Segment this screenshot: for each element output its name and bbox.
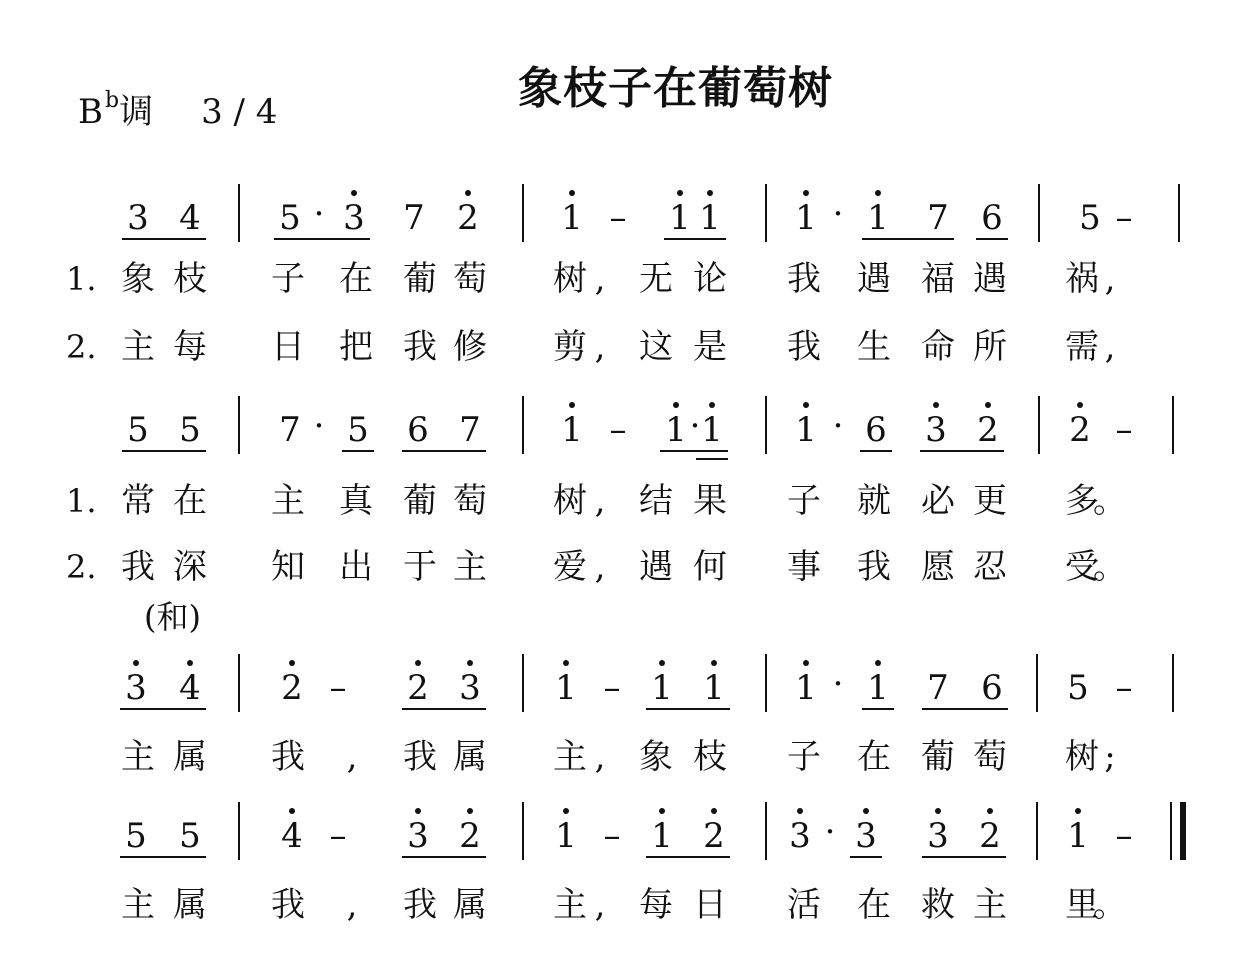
octave-dot [987, 808, 993, 814]
lyric-char: 生 [857, 327, 891, 367]
octave-dot [467, 660, 473, 666]
barline [1038, 184, 1040, 242]
lyric-char: 祸 [1065, 259, 1099, 299]
lyric-char: 我 [271, 885, 305, 925]
lyric-char: 福 [921, 259, 955, 299]
underline-beam [922, 708, 1008, 710]
lyric-char: 常 [121, 481, 155, 521]
hold-dash: – [1115, 198, 1133, 238]
jianpu-note: 7 [927, 668, 949, 708]
song-title: 象枝子在葡萄树 [518, 63, 833, 114]
lyric-char: 这 [639, 327, 673, 367]
lyric-char: 把 [339, 327, 373, 367]
lyric-char: 活 [787, 885, 821, 925]
lyric-char: 主 [453, 547, 487, 587]
lyric-char: 在 [857, 737, 891, 777]
barline [238, 654, 240, 712]
jianpu-note: 1 [651, 816, 673, 856]
lyric-char: 在 [173, 481, 207, 521]
lyric-char: 我 [271, 737, 305, 777]
jianpu-note: 6 [865, 410, 887, 450]
jianpu-note: 1 [651, 668, 673, 708]
octave-dot [467, 808, 473, 814]
jianpu-note: 1 [701, 410, 723, 450]
jianpu-note: 1 [795, 668, 817, 708]
jianpu-note: 5 [279, 198, 301, 238]
underline-beam [274, 238, 306, 240]
octave-dot [563, 808, 569, 814]
barline [765, 184, 767, 242]
octave-dot [1075, 808, 1081, 814]
barline [1172, 654, 1174, 712]
lyric-char: 爱 [553, 547, 587, 587]
octave-dot [935, 808, 941, 814]
lyric-char: 命 [921, 327, 955, 367]
lyric-char: 真 [339, 481, 373, 521]
octave-dot [563, 660, 569, 666]
verse-number: 2. [66, 328, 97, 366]
lyric-char: 需 [1065, 327, 1099, 367]
octave-dot [351, 190, 357, 196]
octave-dot [1077, 402, 1083, 408]
jianpu-note: 3 [925, 410, 947, 450]
underline-beam [860, 450, 892, 452]
lyric-char: , [594, 259, 606, 299]
lyric-char: , [594, 885, 606, 925]
lyric-char: 我 [857, 547, 891, 587]
lyric-char: 属 [173, 737, 207, 777]
lyric-char: 出 [339, 547, 373, 587]
jianpu-note: 1 [795, 198, 817, 238]
lyric-char: 深 [173, 547, 207, 587]
jianpu-note: 4 [281, 816, 303, 856]
lyric-char: 主 [121, 737, 155, 777]
underline-beam [862, 708, 894, 710]
lyric-char: 每 [639, 885, 673, 925]
lyric-char: 忍 [973, 547, 1007, 587]
lyric-char: 救 [921, 885, 955, 925]
flat-sign: b [105, 88, 120, 113]
jianpu-note: 1 [867, 668, 889, 708]
jianpu-note: 2 [977, 410, 999, 450]
jianpu-note: 7 [459, 410, 481, 450]
underline-beam [696, 458, 728, 460]
lyric-char: 受 [1065, 547, 1099, 587]
jianpu-note: 5 [127, 410, 149, 450]
barline [522, 184, 524, 242]
underline-beam [922, 856, 1006, 858]
underline-beam [850, 856, 882, 858]
time-signature: 3 / 4 [201, 92, 278, 132]
octave-dot [707, 190, 713, 196]
octave-dot [673, 402, 679, 408]
lyric-line-4-1 [0, 884, 1238, 926]
lyric-char: , [594, 737, 606, 777]
jianpu-note: 3 [127, 198, 149, 238]
jianpu-note: 1 [699, 198, 721, 238]
lyric-char: 无 [639, 259, 673, 299]
jianpu-note: 3 [459, 668, 481, 708]
lyric-char: 主 [973, 885, 1007, 925]
octave-dot [797, 808, 803, 814]
lyric-char: 遇 [639, 547, 673, 587]
lyric-char: 萄 [453, 259, 487, 299]
lyric-char: 于 [403, 547, 437, 587]
octave-dot [659, 808, 665, 814]
lyric-char: 葡 [403, 259, 437, 299]
lyric-char: 象 [639, 737, 673, 777]
jianpu-note: 6 [981, 668, 1003, 708]
jianpu-note: 6 [981, 198, 1003, 238]
jianpu-note: 5 [125, 816, 147, 856]
octave-dot [711, 808, 717, 814]
lyric-char: 主 [121, 885, 155, 925]
barline [1178, 184, 1180, 242]
lyric-char: 主 [121, 327, 155, 367]
hold-dash: – [603, 668, 621, 708]
verse-number: 1. [66, 260, 97, 298]
lyric-char: 树 [553, 481, 587, 521]
jianpu-note: 1 [1067, 816, 1089, 856]
verse-number: 2. [66, 548, 97, 586]
barline [765, 396, 767, 454]
lyric-char: 树 [553, 259, 587, 299]
hold-dash: – [1115, 668, 1133, 708]
lyric-char: 属 [453, 885, 487, 925]
lyric-char: 萄 [973, 737, 1007, 777]
lyric-char: 枝 [693, 737, 727, 777]
underline-beam [862, 238, 954, 240]
octave-dot [133, 660, 139, 666]
jianpu-note: 5 [179, 816, 201, 856]
final-barline-thick [1180, 802, 1186, 860]
lyric-char: 子 [787, 737, 821, 777]
barline [1038, 396, 1040, 454]
lyric-char: 在 [857, 885, 891, 925]
octave-dot [875, 190, 881, 196]
lyric-char: 在 [339, 259, 373, 299]
octave-dot [803, 402, 809, 408]
lyric-char: 葡 [403, 481, 437, 521]
jianpu-note: 3 [407, 816, 429, 856]
lyric-char: 我 [121, 547, 155, 587]
jianpu-note: 6 [407, 410, 429, 450]
jianpu-note: 3 [789, 816, 811, 856]
underline-beam [122, 450, 206, 452]
jianpu-note: 4 [179, 668, 201, 708]
jianpu-note: 3 [125, 668, 147, 708]
lyric-char: , [346, 885, 358, 925]
dot-mark: · [313, 194, 325, 234]
dot-mark: · [689, 406, 701, 446]
jianpu-note: 7 [927, 198, 949, 238]
hold-dash: – [603, 816, 621, 856]
lyric-char: , [346, 737, 358, 777]
lyric-line-2-2 [0, 546, 1238, 588]
lyric-char: 必 [921, 481, 955, 521]
underline-beam [402, 450, 486, 452]
lyric-char: 遇 [857, 259, 891, 299]
lyric-char: 葡 [921, 737, 955, 777]
octave-dot [289, 660, 295, 666]
lyric-char: 属 [173, 885, 207, 925]
jianpu-note: 2 [703, 816, 725, 856]
octave-dot [933, 402, 939, 408]
underline-beam [646, 708, 730, 710]
final-barline-thin [1170, 802, 1172, 860]
underline-beam [303, 238, 370, 240]
jianpu-note: 2 [457, 198, 479, 238]
lyric-char: 每 [173, 327, 207, 367]
dot-mark: · [313, 406, 325, 446]
dot-mark: · [832, 664, 844, 704]
jianpu-note: 5 [179, 410, 201, 450]
hold-dash: – [609, 410, 627, 450]
lyric-char: 萄 [453, 481, 487, 521]
lyric-line-3-1 [0, 736, 1238, 778]
barline [1172, 396, 1174, 454]
barline [1036, 654, 1038, 712]
jianpu-note: 3 [927, 816, 949, 856]
barline [765, 802, 767, 860]
lyric-char: 枝 [173, 259, 207, 299]
jianpu-note: 5 [1079, 198, 1101, 238]
lyric-char: 日 [693, 885, 727, 925]
jianpu-note: 1 [555, 816, 577, 856]
hold-dash: – [609, 198, 627, 238]
octave-dot [569, 402, 575, 408]
lyric-char: 主 [553, 885, 587, 925]
lyric-char: 愿 [921, 547, 955, 587]
hold-dash: – [1115, 816, 1133, 856]
lyric-char: 知 [271, 547, 305, 587]
underline-beam [402, 856, 486, 858]
barline [1036, 802, 1038, 860]
octave-dot [187, 660, 193, 666]
lyric-char: ; [1104, 737, 1116, 777]
jianpu-note: 1 [555, 668, 577, 708]
hold-dash: – [329, 668, 347, 708]
underline-beam [122, 238, 206, 240]
hold-dash: – [1115, 410, 1133, 450]
lyric-char: 我 [403, 737, 437, 777]
lyric-char: 是 [693, 327, 727, 367]
lyric-char: 子 [787, 481, 821, 521]
barline [522, 802, 524, 860]
lyric-char: , [594, 547, 606, 587]
jianpu-note: 1 [867, 198, 889, 238]
verse-number: 1. [66, 482, 97, 520]
lyric-char: 论 [693, 259, 727, 299]
lyric-char: 所 [973, 327, 1007, 367]
lyric-char: 主 [553, 737, 587, 777]
underline-beam [646, 856, 730, 858]
lyric-char: , [1104, 259, 1116, 299]
jianpu-note: 2 [459, 816, 481, 856]
jianpu-note: 1 [665, 410, 687, 450]
octave-dot [465, 190, 471, 196]
lyric-char: , [1104, 327, 1116, 367]
lyric-char: , [594, 327, 606, 367]
lyric-char: , [594, 481, 606, 521]
lyric-char: 果 [693, 481, 727, 521]
underline-beam [976, 238, 1008, 240]
octave-dot [803, 190, 809, 196]
lyric-char: 我 [787, 327, 821, 367]
jianpu-note: 3 [855, 816, 877, 856]
jianpu-note: 1 [703, 668, 725, 708]
jianpu-note: 1 [561, 410, 583, 450]
jianpu-note: 2 [407, 668, 429, 708]
lyric-char: 就 [857, 481, 891, 521]
lyric-char: 修 [453, 327, 487, 367]
octave-dot [659, 660, 665, 666]
chorus-label: (和) [144, 598, 201, 636]
jianpu-note: 3 [343, 198, 365, 238]
lyric-char: 我 [787, 259, 821, 299]
lyric-char: 。 [1093, 547, 1127, 587]
key-signature: $B^b$调 3 / 4 [78, 88, 278, 132]
lyric-line-2-1 [0, 480, 1238, 522]
dot-mark: · [832, 406, 844, 446]
barline [522, 654, 524, 712]
jianpu-note: 4 [179, 198, 201, 238]
octave-dot [709, 402, 715, 408]
lyric-char: 我 [403, 885, 437, 925]
lyric-char: 属 [453, 737, 487, 777]
octave-dot [289, 808, 295, 814]
lyric-char: 多 [1065, 481, 1099, 521]
barline [238, 396, 240, 454]
lyric-line-1-1 [0, 258, 1238, 300]
lyric-line-1-2 [0, 326, 1238, 368]
lyric-char: 里 [1065, 885, 1099, 925]
lyric-char: 。 [1093, 885, 1127, 925]
barline [238, 802, 240, 860]
jianpu-note: 2 [979, 816, 1001, 856]
octave-dot [415, 660, 421, 666]
dot-mark: · [824, 812, 836, 852]
lyric-char: 遇 [973, 259, 1007, 299]
lyric-char: 我 [403, 327, 437, 367]
dot-mark: · [832, 194, 844, 234]
octave-dot [415, 808, 421, 814]
jianpu-note: 2 [281, 668, 303, 708]
lyric-char: 事 [787, 547, 821, 587]
lyric-char: 剪 [553, 327, 587, 367]
barline [238, 184, 240, 242]
jianpu-note: 7 [279, 410, 301, 450]
hold-dash: – [329, 816, 347, 856]
jianpu-note: 1 [561, 198, 583, 238]
jianpu-note: 7 [403, 198, 425, 238]
jianpu-note: 5 [347, 410, 369, 450]
octave-dot [677, 190, 683, 196]
lyric-char: 象 [121, 259, 155, 299]
octave-dot [803, 660, 809, 666]
lyric-char: 日 [271, 327, 305, 367]
underline-beam [120, 708, 206, 710]
lyric-char: 更 [973, 481, 1007, 521]
lyric-char: 主 [271, 481, 305, 521]
barline [522, 396, 524, 454]
octave-dot [863, 808, 869, 814]
underline-beam [120, 856, 206, 858]
lyric-char: 。 [1093, 481, 1127, 521]
lyric-char: 子 [271, 259, 305, 299]
octave-dot [711, 660, 717, 666]
underline-beam [402, 708, 486, 710]
underline-beam [660, 450, 728, 452]
lyric-char: 树 [1065, 737, 1099, 777]
underline-beam [920, 450, 1004, 452]
octave-dot [985, 402, 991, 408]
octave-dot [875, 660, 881, 666]
barline [765, 654, 767, 712]
lyric-char: 结 [639, 481, 673, 521]
jianpu-note: 1 [795, 410, 817, 450]
octave-dot [569, 190, 575, 196]
jianpu-note: 5 [1067, 668, 1089, 708]
underline-beam [342, 450, 374, 452]
jianpu-note: 2 [1069, 410, 1091, 450]
jianpu-note: 1 [669, 198, 691, 238]
underline-beam [664, 238, 726, 240]
lyric-char: 何 [693, 547, 727, 587]
